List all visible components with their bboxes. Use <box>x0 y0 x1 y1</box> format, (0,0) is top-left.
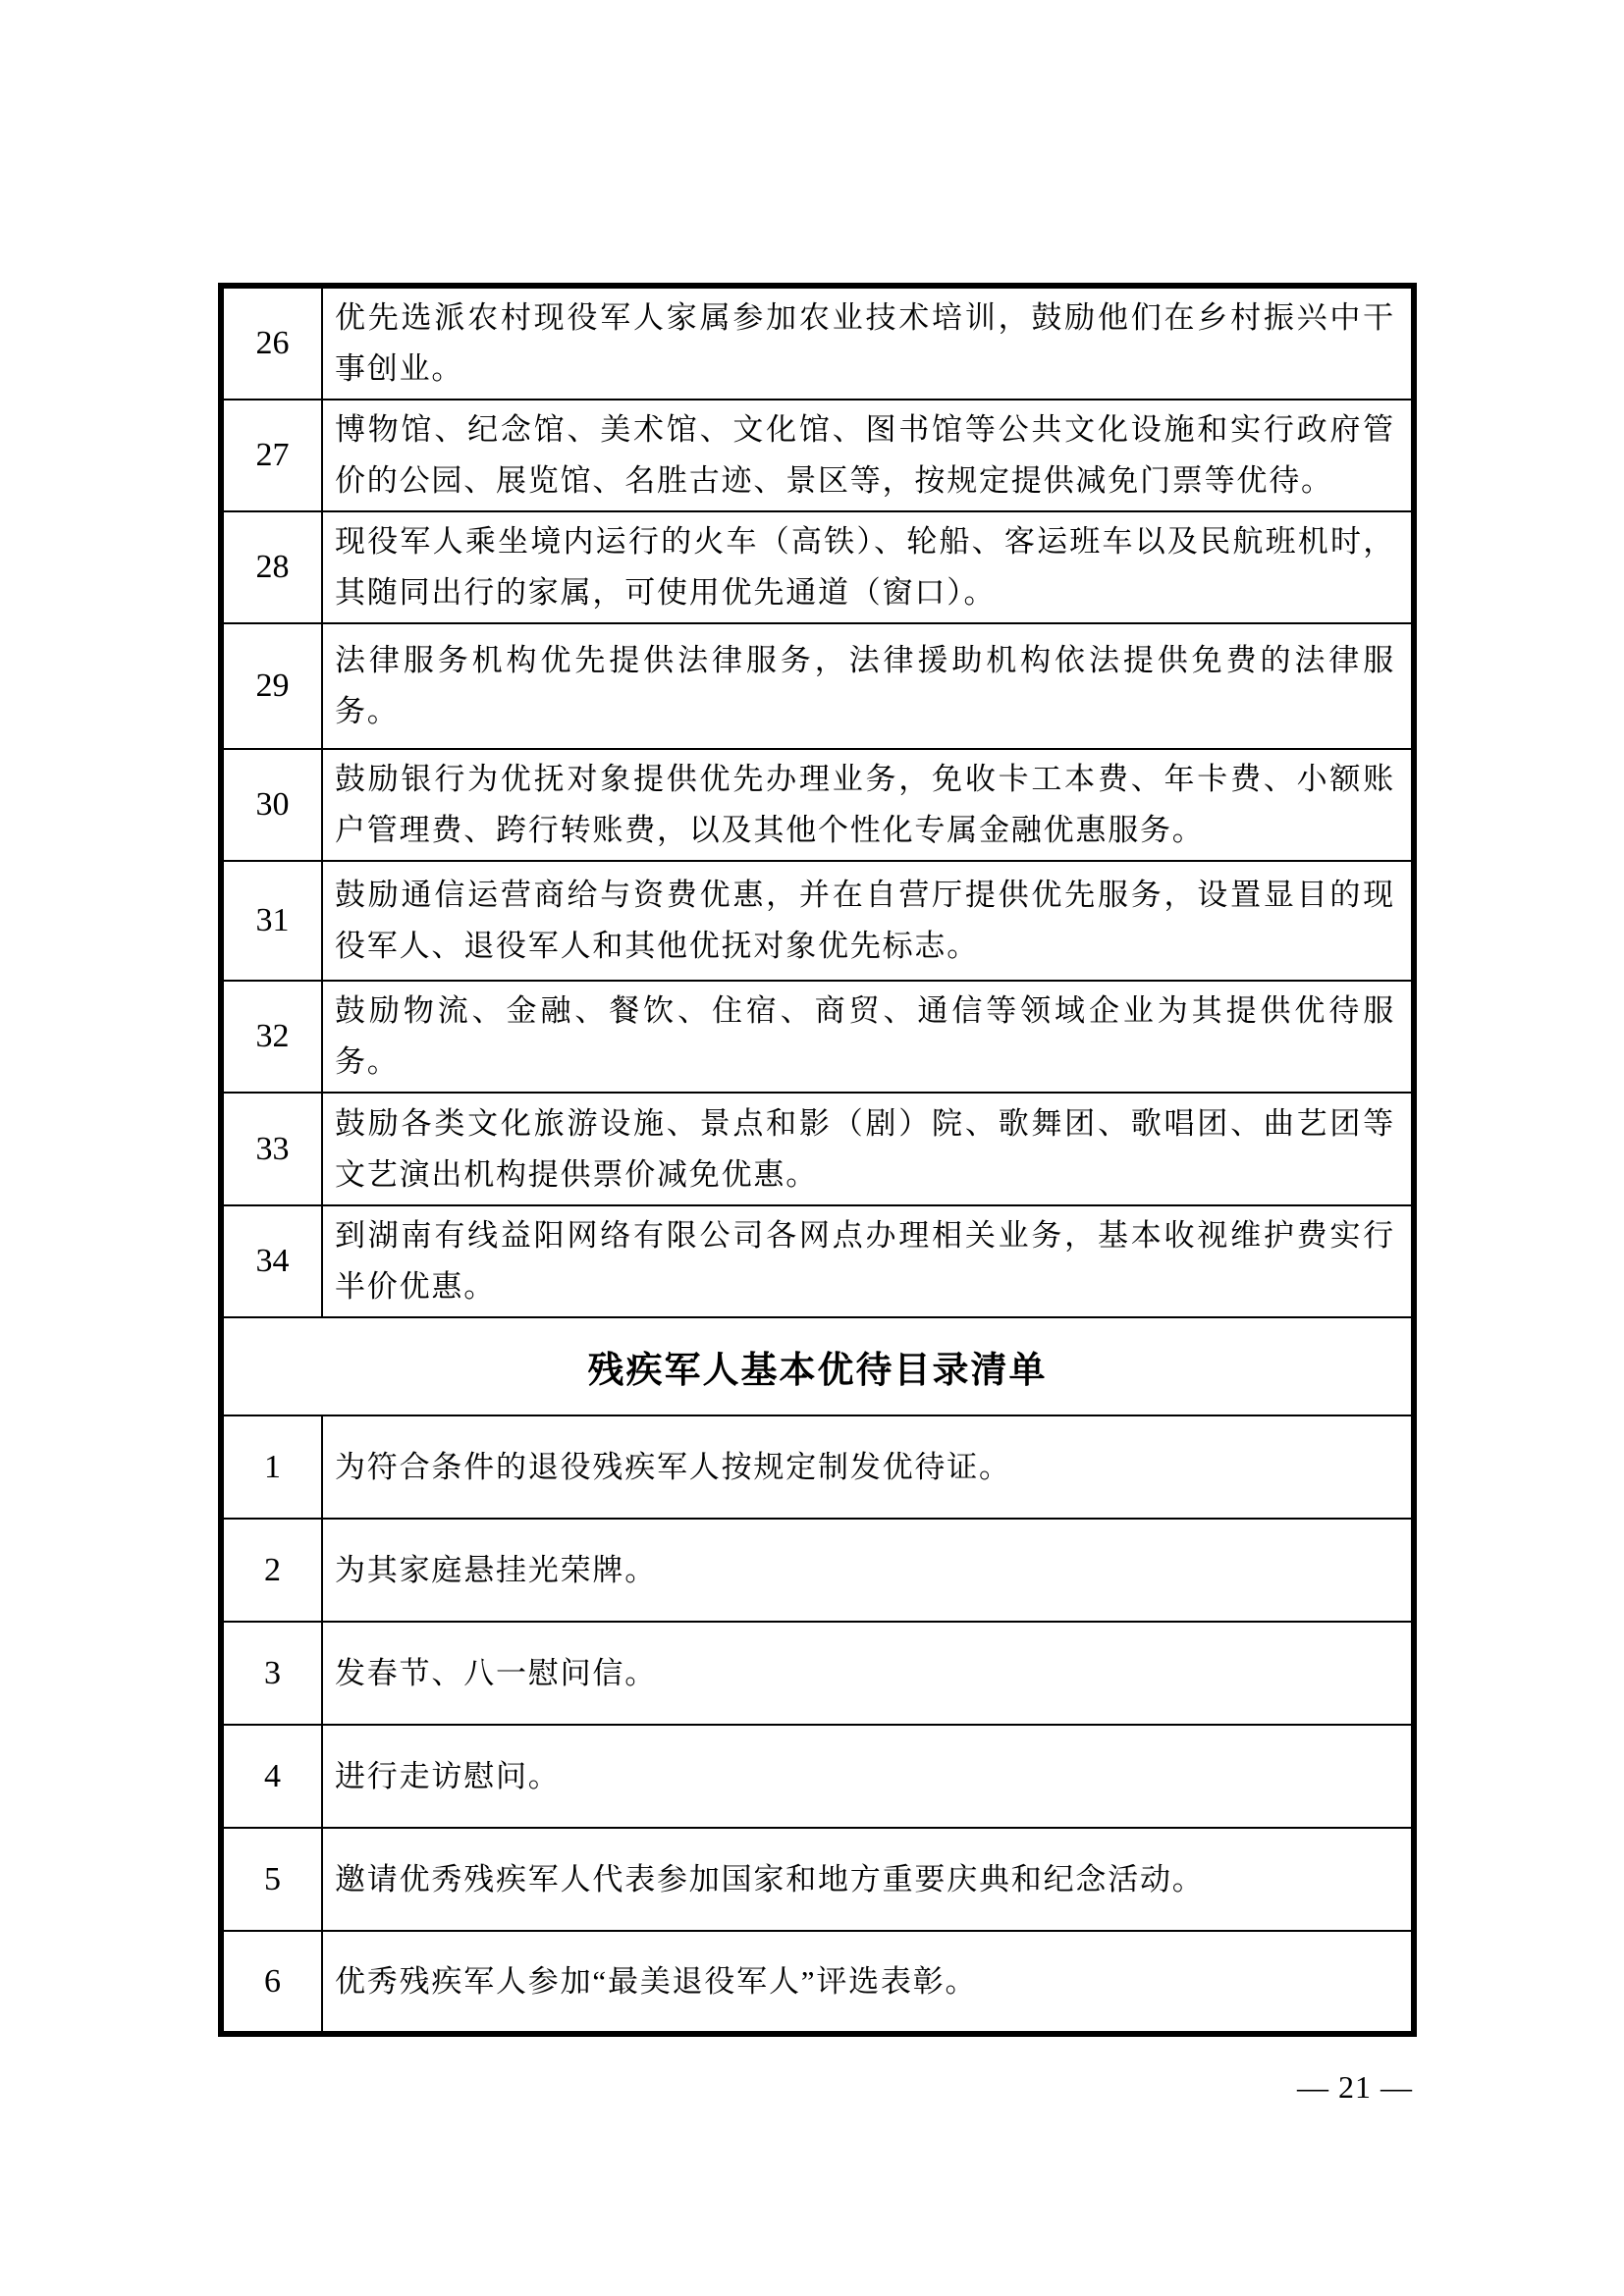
row-text-cell: 为符合条件的退役残疾军人按规定制发优待证。 <box>322 1415 1414 1519</box>
row-text-cell: 优秀残疾军人参加“最美退役军人”评选表彰。 <box>322 1931 1414 2034</box>
row-text-cell: 鼓励物流、金融、餐饮、住宿、商贸、通信等领域企业为其提供优待服务。 <box>322 981 1414 1093</box>
row-number-cell: 5 <box>221 1828 322 1931</box>
table-row <box>221 1931 1414 2034</box>
table-row <box>221 1828 1414 1931</box>
table-row <box>221 981 1414 1093</box>
table-row <box>221 1622 1414 1725</box>
row-number-cell: 6 <box>221 1931 322 2034</box>
table-row <box>221 286 1414 400</box>
row-text-cell: 鼓励银行为优抚对象提供优先办理业务，免收卡工本费、年卡费、小额账户管理费、跨行转账费，以及其他个性化专属金融优惠服务。 <box>322 749 1414 861</box>
benefits-table <box>218 283 1417 2037</box>
table-row <box>221 1725 1414 1828</box>
row-text-cell: 发春节、八一慰问信。 <box>322 1622 1414 1725</box>
table-row <box>221 1093 1414 1205</box>
row-number-cell: 33 <box>221 1093 322 1205</box>
row-number-cell: 1 <box>221 1415 322 1519</box>
row-number-cell: 34 <box>221 1205 322 1317</box>
row-number-cell: 30 <box>221 749 322 861</box>
row-text-cell: 博物馆、纪念馆、美术馆、文化馆、图书馆等公共文化设施和实行政府管价的公园、展览馆、名胜古迹、景区等，按规定提供减免门票等优待。 <box>322 400 1414 511</box>
table-row <box>221 1519 1414 1622</box>
row-text-cell: 优先选派农村现役军人家属参加农业技术培训，鼓励他们在乡村振兴中干事创业。 <box>322 286 1414 400</box>
table-row <box>221 400 1414 511</box>
row-number-cell: 3 <box>221 1622 322 1725</box>
row-text-cell: 进行走访慰问。 <box>322 1725 1414 1828</box>
section-header-row <box>221 1317 1414 1415</box>
table-row <box>221 1415 1414 1519</box>
row-number-cell: 26 <box>221 286 322 400</box>
row-number-cell: 27 <box>221 400 322 511</box>
table-row <box>221 749 1414 861</box>
table-row <box>221 511 1414 623</box>
page-number: — 21 — <box>1297 2069 1413 2105</box>
section-title: 残疾军人基本优待目录清单 <box>221 1317 1414 1415</box>
row-number-cell: 29 <box>221 623 322 749</box>
row-text-cell: 法律服务机构优先提供法律服务，法律援助机构依法提供免费的法律服务。 <box>322 623 1414 749</box>
table-row <box>221 623 1414 749</box>
row-text-cell: 邀请优秀残疾军人代表参加国家和地方重要庆典和纪念活动。 <box>322 1828 1414 1931</box>
table-row <box>221 861 1414 981</box>
row-number-cell: 2 <box>221 1519 322 1622</box>
row-text-cell: 到湖南有线益阳网络有限公司各网点办理相关业务，基本收视维护费实行半价优惠。 <box>322 1205 1414 1317</box>
row-number-cell: 4 <box>221 1725 322 1828</box>
row-number-cell: 28 <box>221 511 322 623</box>
row-text-cell: 鼓励通信运营商给与资费优惠，并在自营厅提供优先服务，设置显目的现役军人、退役军人和其他优抚对象优先标志。 <box>322 861 1414 981</box>
row-number-cell: 32 <box>221 981 322 1093</box>
row-text-cell: 为其家庭悬挂光荣牌。 <box>322 1519 1414 1622</box>
table-row <box>221 1205 1414 1317</box>
row-number-cell: 31 <box>221 861 322 981</box>
row-text-cell: 鼓励各类文化旅游设施、景点和影（剧）院、歌舞团、歌唱团、曲艺团等文艺演出机构提供票价减免优惠。 <box>322 1093 1414 1205</box>
row-text-cell: 现役军人乘坐境内运行的火车（高铁）、轮船、客运班车以及民航班机时，其随同出行的家属，可使用优先通道（窗口）。 <box>322 511 1414 623</box>
